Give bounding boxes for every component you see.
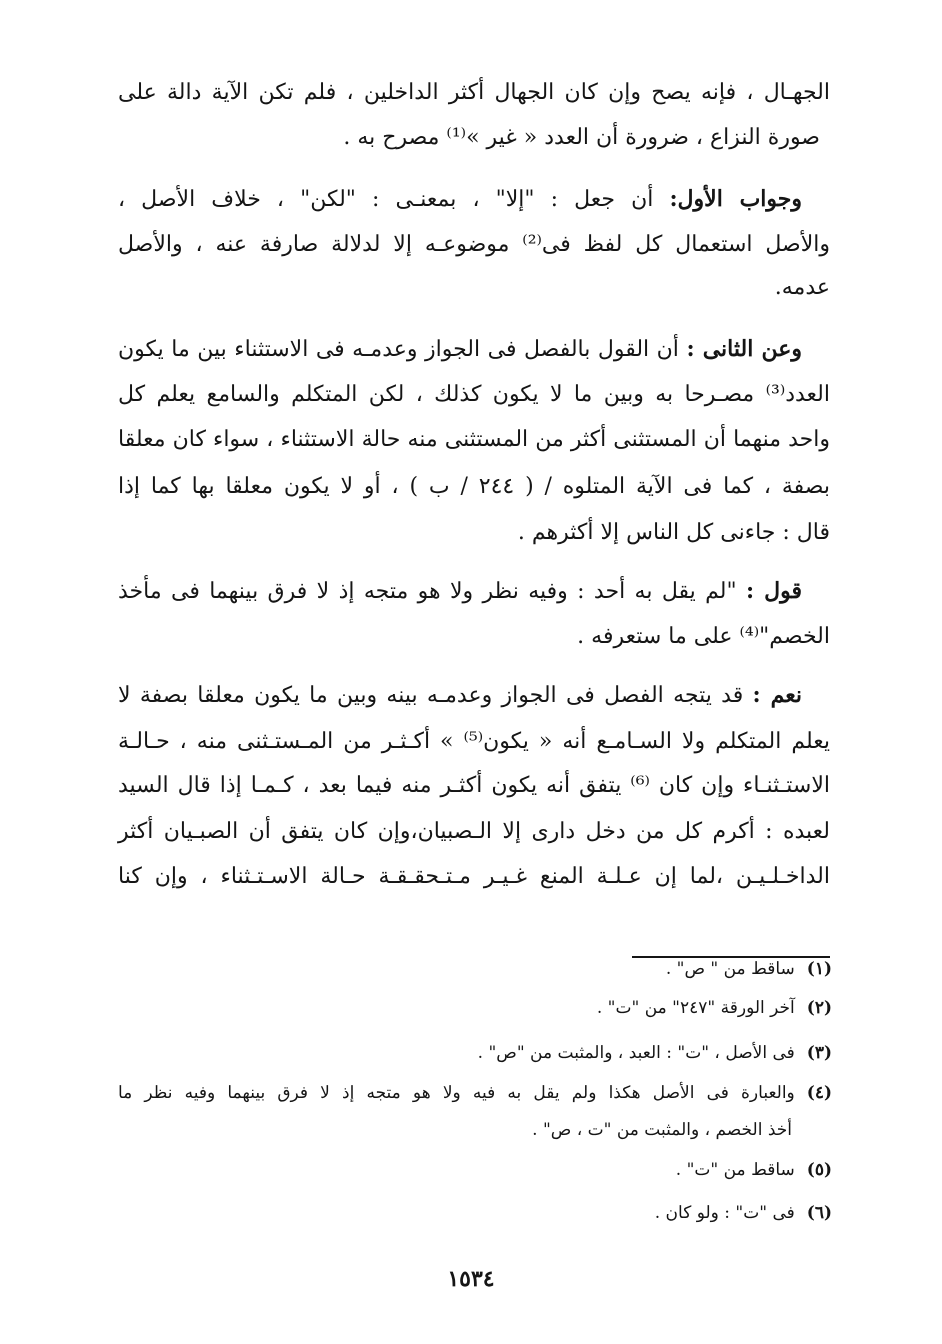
body-line: والأصل استعمال كل لفظ فى⁽²⁾ موضوعـه إلا لدلالة صارفة عنه ، والأصل xyxy=(118,232,830,257)
body-line: بصفة ، كما فى الآية المتلوه / ( ٢٤٤ / ب ) ، أو لا يكون معلقا بها كما إذا xyxy=(118,474,830,499)
paragraph-lead: نعم : xyxy=(752,682,802,708)
body-line: قال : جاءنى كل الناس إلا أكثرهم . xyxy=(517,520,830,545)
body-line: الجهـال ، فإنه يصح وإن كان الجهال أكثر الداخلين ، فلم تكن الآية دالة على xyxy=(118,80,830,105)
body-line: واحد منهما أن المستثنى أكثر من المستثنى منه حالة الاستثناء ، سواء كان معلقا xyxy=(118,427,830,452)
body-line: الخصم"⁽⁴⁾ على ما ستعرفه . xyxy=(577,624,830,649)
body-line: وجواب الأول: أن جعل : "إلا" ، بمعنـى : "لكن" ، خلاف الأصل ، xyxy=(118,186,802,212)
body-line: الاستـثنـاء وإن كان ⁽⁶⁾ يتفق أنه يكون أكثـر منه فيما بعد ، كـمـا إذا قال السيد xyxy=(118,773,830,798)
footnote: (٤)والعبارة فى الأصل هكذا ولم يقل به فيه ولا هو متجه إذ لا فرق بينهما وفيه نظر ما xyxy=(118,1083,832,1103)
body-line: قول : "لم يقل به أحد : وفيه نظر ولا هو متجه إذ لا فرق بينهما فى مأخذ xyxy=(118,578,802,604)
body-line: نعم : قد يتجه الفصل فى الجواز وعدمـه بينه وبين ما يكون معلقا بصفة لا xyxy=(118,682,802,708)
footnote: (١)ساقط من " ص" . xyxy=(665,959,832,979)
footnote: (٣)فى الأصل ، "ت" : العبد ، والمثبت من "ص" . xyxy=(477,1043,832,1063)
paragraph-lead: وعن الثانى : xyxy=(686,336,802,362)
body-line: لعبده : أكرم كل من دخل دارى إلا الـصبيان،وإن كان يتفق أن الصبـيان أكثر xyxy=(118,819,830,844)
body-line: وعن الثانى : أن القول بالفصل فى الجواز وعدمـه فى الاستثناء بين ما يكون xyxy=(118,336,802,362)
body-line: عدمه. xyxy=(774,275,830,300)
page-number: ١٥٣٤ xyxy=(447,1266,495,1292)
footnote: (٥)ساقط من "ت" . xyxy=(675,1160,832,1180)
footnote: (٦)فى "ت" : ولو كان . xyxy=(654,1203,832,1223)
body-line: الداخـلـيـن ،لما إن عـلـة المنع غـيـر مـتـحقـقـة حـالة الاسـتـثناء ، وإن كنا xyxy=(118,864,831,889)
paragraph-lead: وجواب الأول: xyxy=(669,186,802,212)
body-line: يعلم المتكلم ولا السـامـع أنه « يكون⁽⁵⁾ » أكـثـر من المـستـثنى منه ، حـالـة xyxy=(118,729,830,754)
footnote: (٢)آخر الورقة "٢٤٧" من "ت" . xyxy=(596,998,832,1018)
paragraph-lead: قول : xyxy=(745,578,802,604)
body-line: العدد⁽³⁾ مصـرحا به وبين ما لا يكون كذلك ، لكن المتكلم والسامع يعلم كل xyxy=(118,382,830,407)
body-line: صورة النزاع ، ضرورة أن العدد « غير »⁽¹⁾ مصرح به . xyxy=(343,125,820,150)
footnote-continuation: أخذ الخصم ، والمثبت من "ت ، ص" . xyxy=(532,1120,792,1140)
